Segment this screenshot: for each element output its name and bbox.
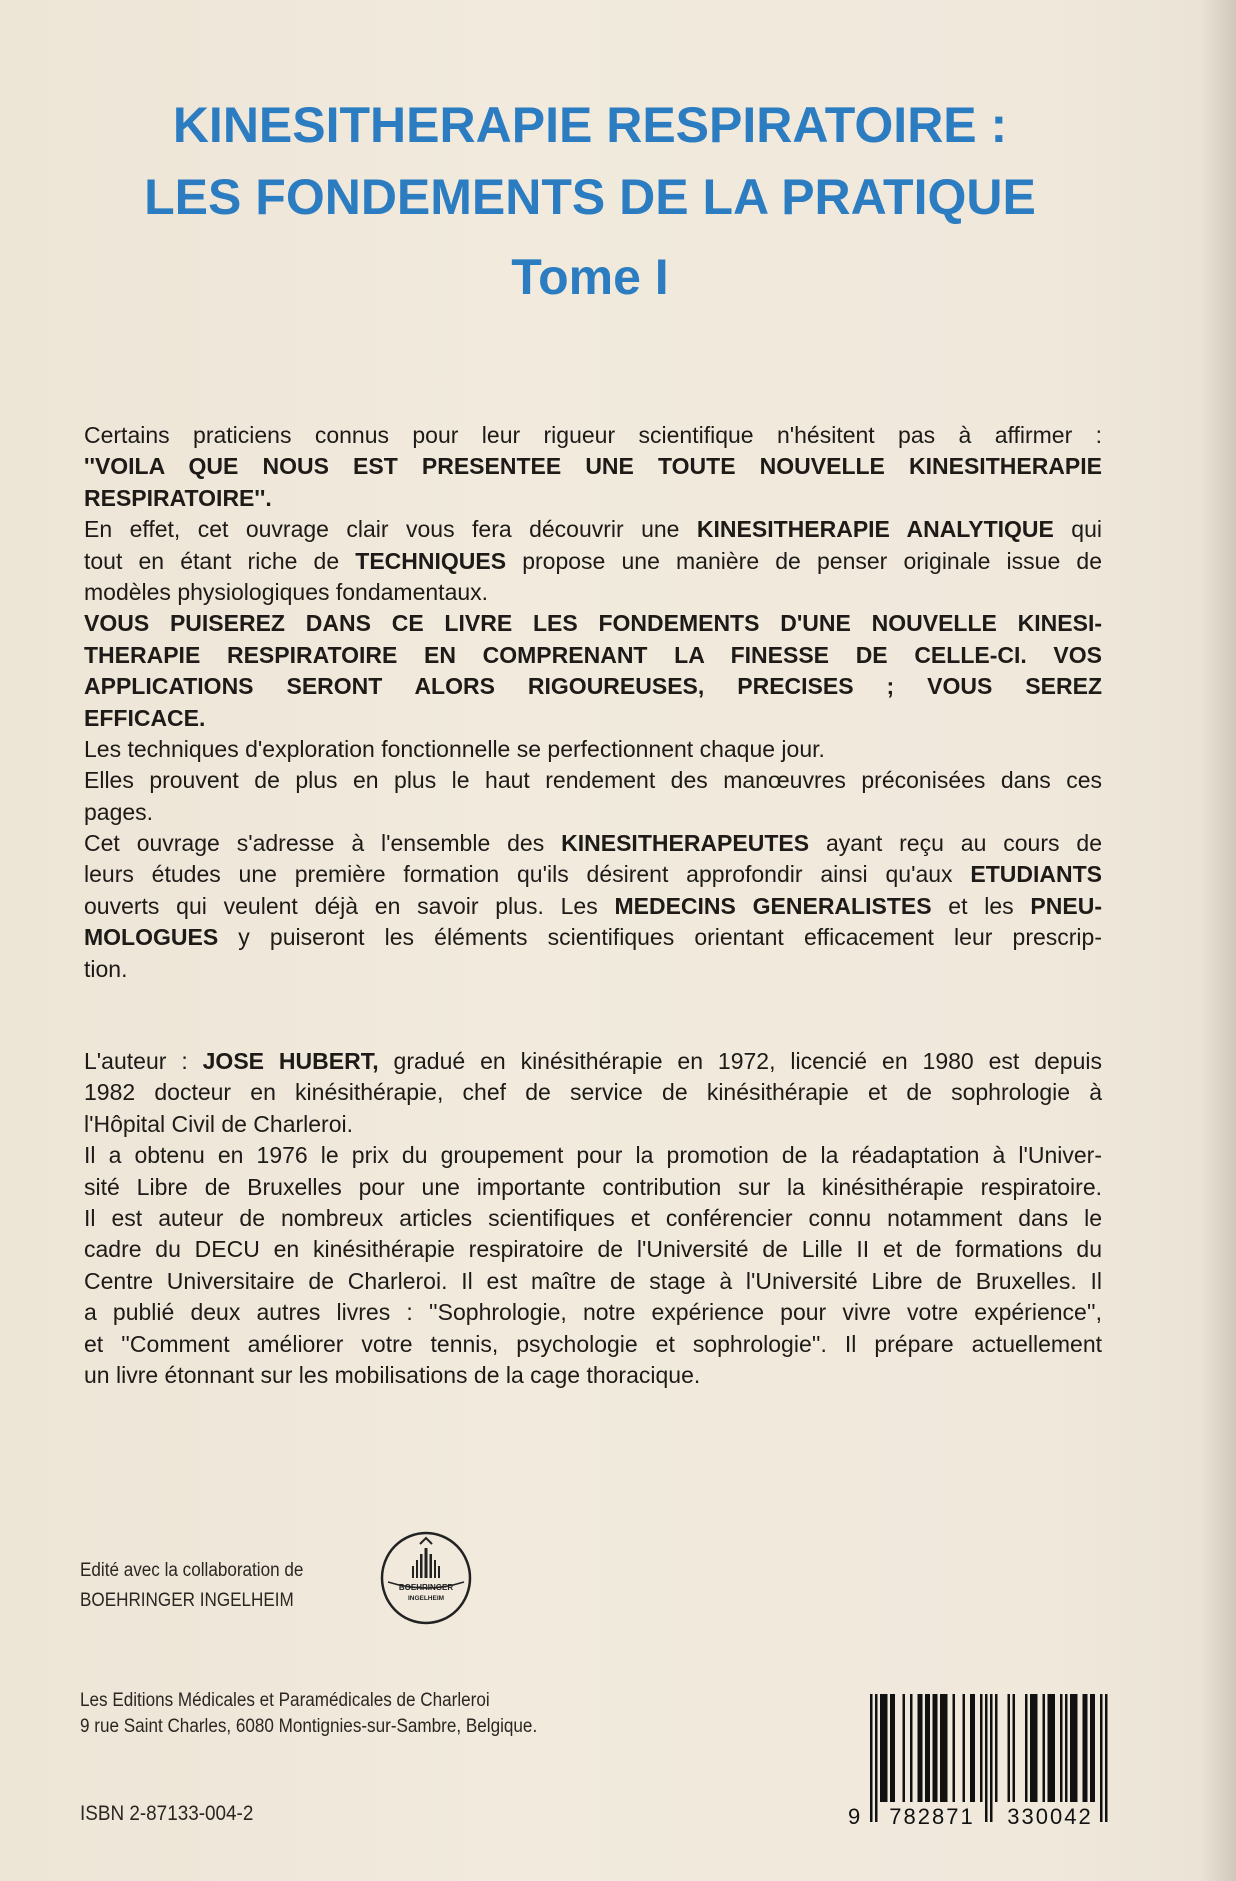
text-run: gradué en kinésithérapie en 1972, licencié en 1980 est depuis (378, 1048, 1102, 1074)
text-line (84, 859, 1102, 890)
boehringer-logo (378, 1530, 474, 1626)
text-run: propose une manière de penser originale issue de (506, 547, 1102, 574)
text-line (84, 797, 1102, 828)
text-line (84, 1140, 1102, 1171)
text-line (84, 1046, 1102, 1077)
text-run: cadre du DECU en kinésithérapie respiratoire de l'Université de Lille II et de formations du (84, 1236, 1102, 1263)
text-run: tout en étant riche de (84, 547, 356, 574)
barcode-bar (1105, 1694, 1108, 1822)
bold-text: MEDECINS GENERALISTES (614, 892, 932, 919)
isbn: ISBN 2-87133-004-2 (80, 1802, 254, 1825)
barcode-bar (1090, 1694, 1093, 1802)
text-run: Cet ouvrage s'adresse à l'ensemble des (84, 830, 562, 857)
barcode-bar (1043, 1694, 1046, 1802)
text-line (84, 828, 1102, 859)
barcode-bar (990, 1694, 993, 1822)
barcode-bar (1060, 1694, 1063, 1802)
text-run: sité Libre de Bruxelles pour une importante contribution sur la kinésithérapie respiratoire. (84, 1173, 1102, 1200)
barcode-bar (1030, 1694, 1033, 1802)
intro-text (84, 420, 1102, 985)
barcode-right-digits: 330042 (1007, 1804, 1093, 1829)
barcode-bars (870, 1694, 1108, 1822)
text-line (84, 451, 1102, 482)
barcode-bar (870, 1694, 873, 1822)
barcode-bar (920, 1694, 923, 1802)
text-line (84, 1077, 1102, 1108)
barcode-bar (970, 1694, 973, 1802)
text-line (84, 1360, 1102, 1391)
barcode-bar (880, 1694, 883, 1802)
barcode-left-digits: 782871 (889, 1804, 975, 1829)
text-run: leurs études une première formation qu'ils désirent approfondir ainsi qu'aux (84, 861, 971, 888)
barcode-bar (1085, 1694, 1088, 1802)
text-run: ayant reçu au cours de (809, 830, 1102, 857)
barcode-bar (918, 1694, 921, 1802)
barcode-bar (1100, 1694, 1103, 1822)
text-run: et ''Comment améliorer votre tennis, psychologie et sophrologie''. Il prépare actuellement (84, 1330, 1102, 1357)
text-line (84, 1109, 1102, 1140)
bold-text: EFFICACE. (84, 704, 206, 731)
bold-text: KINESITHERAPEUTES (561, 830, 810, 857)
text-line (84, 1172, 1102, 1203)
barcode-bar (1033, 1694, 1036, 1802)
bold-text: RESPIRATOIRE''. (84, 484, 272, 511)
barcode-bar (1050, 1694, 1053, 1802)
barcode-bar (1070, 1694, 1073, 1802)
text-line (84, 1329, 1102, 1360)
text-run: qui (1053, 516, 1103, 543)
text-line (84, 954, 1102, 985)
text-line (84, 483, 1102, 514)
text-run: Il a obtenu en 1976 le prix du groupement pour la promotion de la réadaptation à l'Univer- (84, 1142, 1102, 1169)
barcode-bar (925, 1694, 928, 1802)
bold-text: KINESITHERAPIE ANALYTIQUE (696, 516, 1054, 543)
barcode-bar (980, 1694, 983, 1802)
barcode-bar (885, 1694, 888, 1802)
text-line (84, 765, 1102, 796)
barcode-bar (945, 1694, 948, 1802)
bold-text: VOUS PUISEREZ DANS CE LIVRE LES FONDEMENTS D'UNE NOUVELLE KINESI- (84, 610, 1102, 637)
text-run: Elles prouvent de plus en plus le haut rendement des manœuvres préconisées dans ces (84, 767, 1102, 794)
text-line (84, 671, 1102, 702)
text-line (84, 608, 1102, 639)
author-bio (84, 1046, 1102, 1391)
barcode-bar (1008, 1694, 1011, 1802)
barcode-bar (943, 1694, 946, 1802)
barcode-bar (890, 1694, 893, 1802)
barcode-bar (1025, 1694, 1028, 1802)
text-line (84, 514, 1102, 545)
publisher-name: Les Editions Médicales et Paramédicales de Charleroi (80, 1690, 490, 1711)
text-run: l'Hôpital Civil de Charleroi. (84, 1110, 353, 1137)
barcode-bar (963, 1694, 966, 1802)
bold-text: APPLICATIONS SERONT ALORS RIGOUREUSES, PRECISES ; VOUS SEREZ (84, 673, 1102, 700)
bold-text: MOLOGUES (84, 924, 219, 951)
text-line (84, 1297, 1102, 1328)
barcode-bar (1073, 1694, 1076, 1802)
text-line (84, 891, 1102, 922)
logo-text-1: BOEHRINGER (398, 1583, 454, 1592)
text-run: L'auteur : (84, 1048, 203, 1074)
text-line (84, 577, 1102, 608)
barcode-bar (883, 1694, 886, 1802)
text-run: ouverts qui veulent déjà en savoir plus. Les (84, 892, 615, 919)
book-volume: Tome I (511, 249, 669, 305)
barcode-bar (1048, 1694, 1051, 1802)
logo-text-2: INGELHEIM (407, 1595, 445, 1602)
text-run: Il est auteur de nombreux articles scientifiques et conférencier connu notamment dans le (84, 1204, 1102, 1231)
barcode-bar (1093, 1694, 1096, 1802)
text-run: tion. (84, 955, 128, 982)
book-title-line-1: KINESITHERAPIE RESPIRATOIRE : (172, 97, 1008, 153)
bold-text: PNEU- (1030, 892, 1102, 919)
bold-text: ''VOILA QUE NOUS EST PRESENTEE UNE TOUTE NOUVELLE KINESITHERAPIE (84, 453, 1102, 480)
text-run: et les (931, 892, 1031, 919)
bold-text: ETUDIANTS (970, 861, 1102, 888)
text-run: Certains praticiens connus pour leur rigueur scientifique n'hésitent pas à affirmer : (84, 422, 1102, 448)
barcode-bar (1013, 1694, 1016, 1802)
text-line (84, 640, 1102, 671)
bold-text: JOSE HUBERT, (202, 1048, 379, 1074)
text-run: Centre Universitaire de Charleroi. Il est maître de stage à l'Université Libre de Bruxelles. Il (84, 1267, 1102, 1294)
text-line (84, 420, 1102, 451)
text-line (84, 1203, 1102, 1234)
barcode-bar (928, 1694, 931, 1802)
barcode-bar (893, 1694, 896, 1802)
barcode-bar (985, 1694, 988, 1822)
text-line (84, 1266, 1102, 1297)
barcode (842, 1692, 1122, 1832)
text-run: a publié deux autres livres : ''Sophrologie, notre expérience pour vivre votre expérience'', (84, 1299, 1102, 1326)
text-line (84, 546, 1102, 577)
sponsor-credit: Edité avec la collaboration de (80, 1560, 304, 1581)
barcode-bar (1083, 1694, 1086, 1802)
text-run: modèles physiologiques fondamentaux. (84, 578, 489, 605)
barcode-bar (973, 1694, 976, 1802)
text-line (84, 922, 1102, 953)
book-title-line-2: LES FONDEMENTS DE LA PRATIQUE (144, 169, 1036, 225)
text-line (84, 703, 1102, 734)
barcode-bar (995, 1694, 998, 1802)
barcode-bar (933, 1694, 936, 1802)
text-run: Les techniques d'exploration fonctionnelle se perfectionnent chaque jour. (84, 735, 825, 762)
text-line (84, 1234, 1102, 1265)
text-line (84, 734, 1102, 765)
text-run: un livre étonnant sur les mobilisations de la cage thoracique. (84, 1361, 701, 1388)
bold-text: THERAPIE RESPIRATOIRE EN COMPRENANT LA FINESSE DE CELLE-CI. VOS (84, 641, 1102, 668)
barcode-bar (1053, 1694, 1056, 1802)
text-run: En effet, cet ouvrage clair vous fera découvrir une (84, 516, 697, 543)
text-run: 1982 docteur en kinésithérapie, chef de service de kinésithérapie et de sophrologie à (84, 1079, 1102, 1106)
text-run: y puiseront les éléments scientifiques orientant efficacement leur prescrip- (218, 924, 1102, 951)
barcode-bar (953, 1694, 956, 1802)
barcode-bar (1035, 1694, 1038, 1802)
barcode-first-digit: 9 (848, 1804, 861, 1829)
barcode-bar (910, 1694, 913, 1802)
barcode-bar (903, 1694, 906, 1802)
barcode-bar (875, 1694, 878, 1822)
bold-text: TECHNIQUES (355, 547, 507, 574)
sponsor-name: BOEHRINGER INGELHEIM (80, 1590, 294, 1611)
text-run: pages. (84, 798, 154, 825)
barcode-bar (940, 1694, 943, 1802)
barcode-bar (1065, 1694, 1068, 1802)
barcode-bar (935, 1694, 938, 1802)
barcode-bar (1075, 1694, 1078, 1802)
publisher-address: 9 rue Saint Charles, 6080 Montignies-sur-Sambre, Belgique. (80, 1716, 538, 1737)
